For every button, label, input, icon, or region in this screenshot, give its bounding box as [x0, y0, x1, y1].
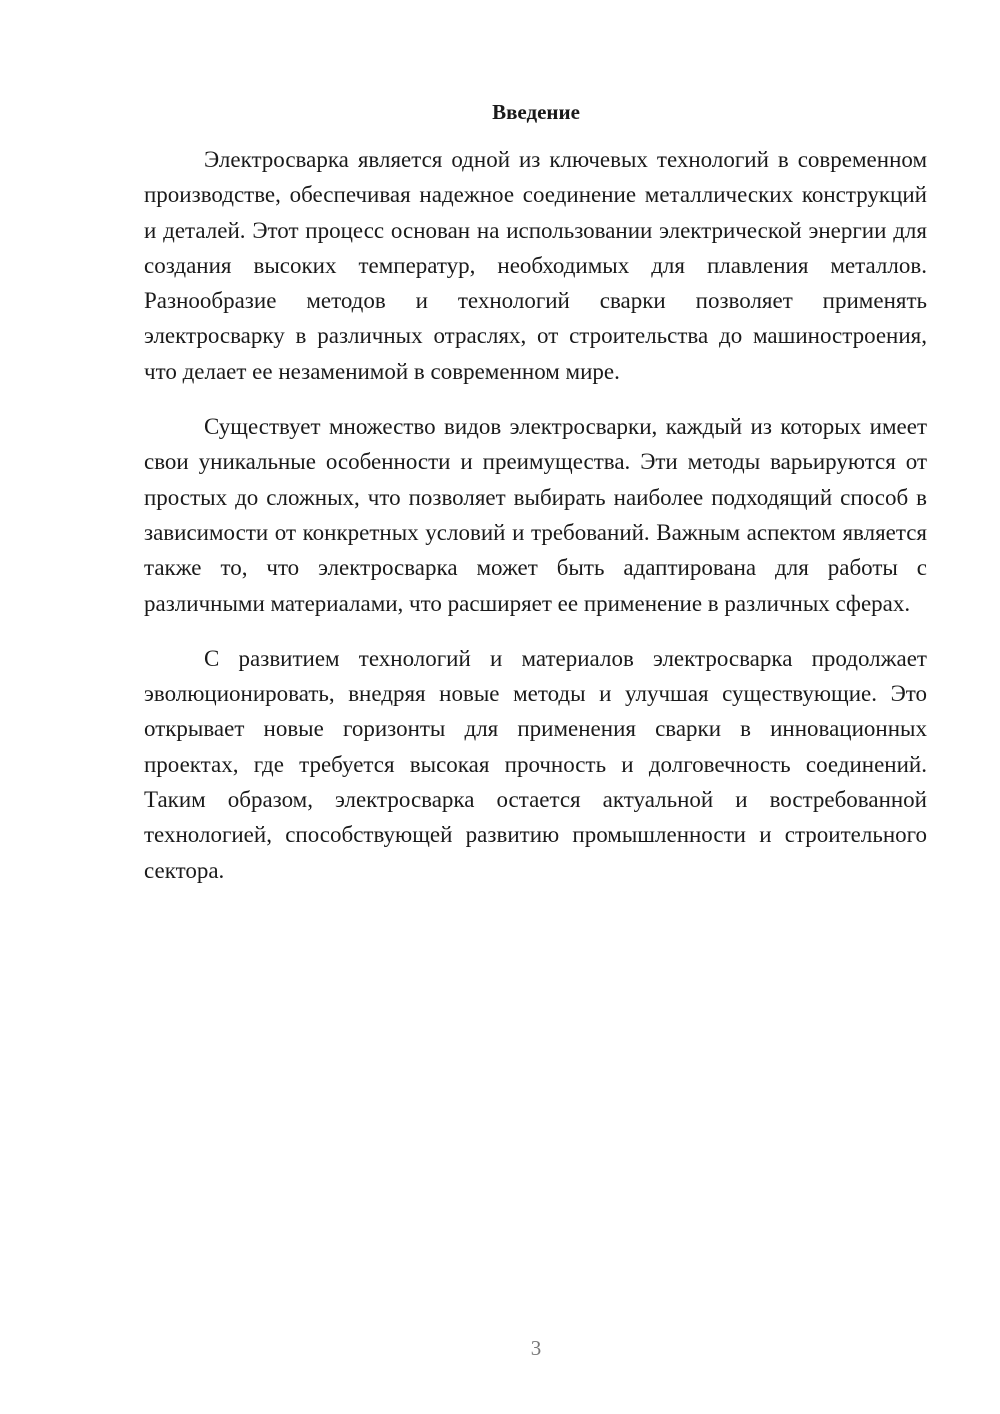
- paragraph-1: Электросварка является одной из ключевых технологий в современном производстве, обеспечивая надежное соединение металлических конструкций и деталей. Этот процесс основан на использовании электрической энергии для создания высоких температур, необходимых для плавления металлов. Разнообразие методов и технологий сварки позволяет применять электросварку в различных отраслях, от строительства до машиностроения, что делает ее незаменимой в современном мире.: [144, 147, 927, 384]
- section-title: Введение: [492, 100, 580, 124]
- paragraph-2: Существует множество видов электросварки, каждый из которых имеет свои уникальные особенности и преимущества. Эти методы варьируются от простых до сложных, что позволяет выбирать наиболее подходящий способ в зависимости от конкретных условий и требований. Важным аспектом является также то, что электросварка может быть адаптирована для работы с различными материалами, что расширяет ее применение в различных сферах.: [144, 414, 927, 616]
- paragraph-3: С развитием технологий и материалов электросварка продолжает эволюционировать, внедряя новые методы и улучшая существующие. Это открывает новые горизонты для применения сварки в инновационных проектах, где требуется высокая прочность и долговечность соединений. Таким образом, электросварка остается актуальной и востребованной технологией, способствующей развитию промышленности и строительного сектора.: [144, 645, 927, 883]
- page-number: 3: [530, 1336, 542, 1360]
- body-text: [144, 142, 927, 888]
